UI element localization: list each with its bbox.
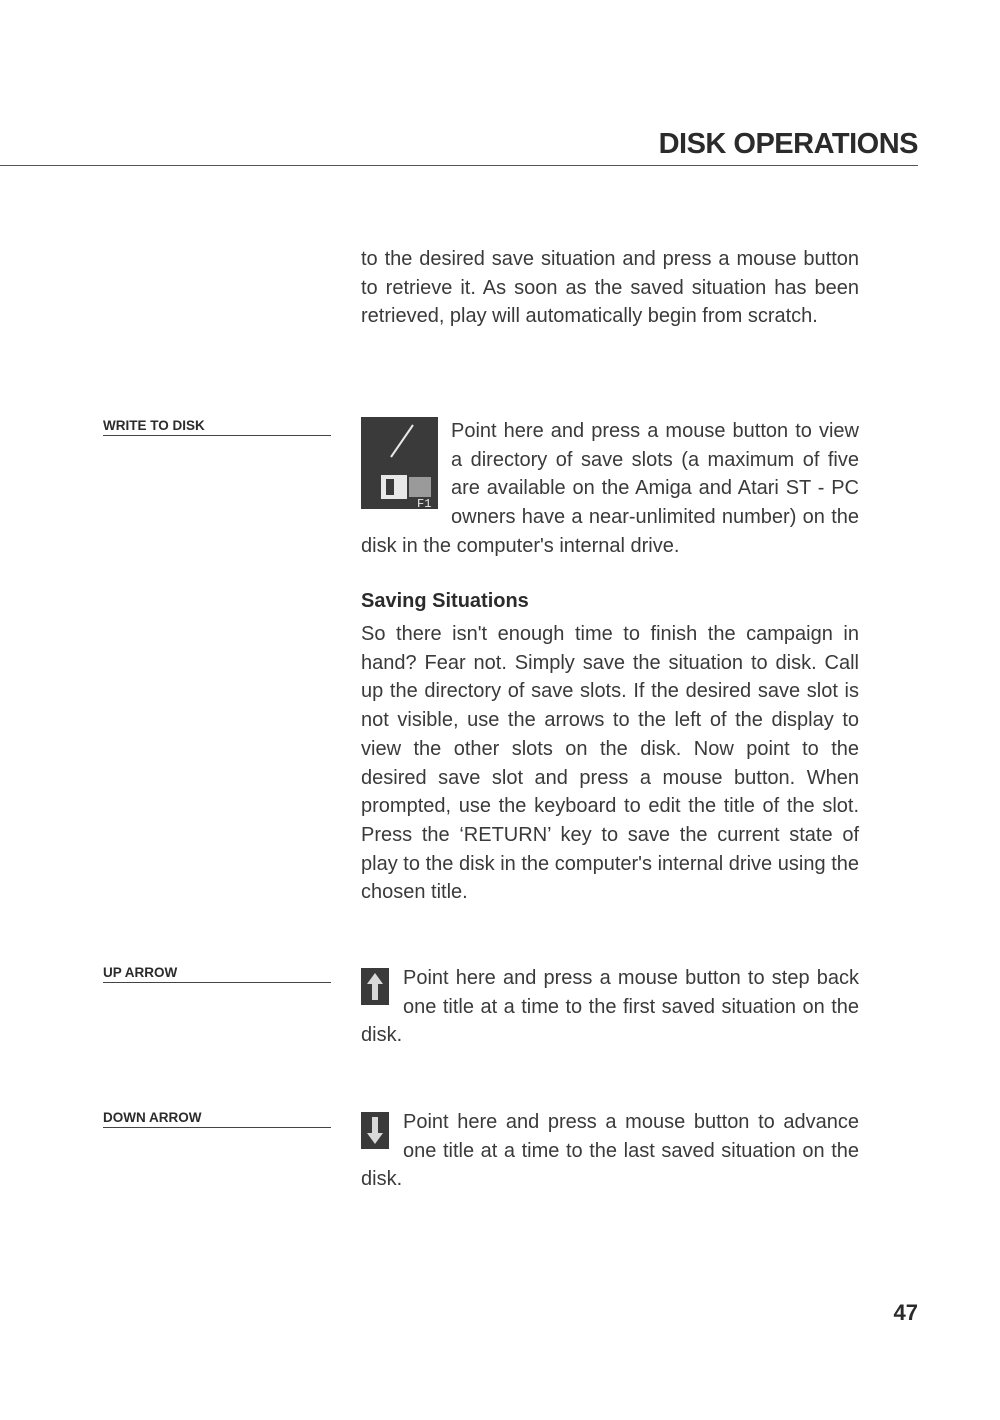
f1-key-label: F1 [417, 497, 432, 509]
down-arrow-section [361, 1108, 859, 1194]
up-arrow-icon[interactable] [361, 968, 389, 1005]
up-arrow-section [361, 964, 859, 1050]
page-number: 47 [893, 1300, 918, 1325]
section-title: DISK OPERATIONS [658, 128, 918, 160]
saving-situations-heading: Saving Situations [361, 590, 529, 612]
down-arrow-label: DOWN ARROW [103, 1110, 331, 1128]
write-to-disk-label: WRITE TO DISK [103, 418, 331, 436]
up-arrow-description: Point here and press a mouse button to step back one title at a time to the first saved situation on the disk. [361, 967, 859, 1047]
write-to-disk-description: Point here and press a mouse button to view a directory of save slots (a maximum of five are available on the Amiga and Atari ST - PC owners have a near-unlimited number) on the disk in the computer's internal drive. [361, 420, 859, 557]
down-arrow-icon[interactable] [361, 1112, 389, 1149]
intro-paragraph: to the desired save situation and press a mouse button to retrieve it. As soon as the saved situation has been retrieved, play will automatically begin from scratch. [361, 248, 859, 328]
up-arrow-label: UP ARROW [103, 965, 331, 983]
saving-situations-paragraph: So there isn't enough time to finish the campaign in hand? Fear not. Simply save the situation to disk. Call up the directory of save slots. If the desired save slot is not visible, use the arrows to the left of the display to view the other slots on the disk. Now point to the desired save slot and press a mouse button. When prompted, use the keyboard to edit the title of the slot. Press the ‘RETURN’ key to save the current state of play to the disk in the computer's internal drive using the chosen title. [361, 623, 859, 904]
write-to-disk-section [361, 417, 859, 561]
down-arrow-description: Point here and press a mouse button to advance one title at a time to the last saved situation on the disk. [361, 1111, 859, 1191]
write-to-disk-icon[interactable] [361, 417, 438, 509]
header-divider [0, 165, 918, 166]
